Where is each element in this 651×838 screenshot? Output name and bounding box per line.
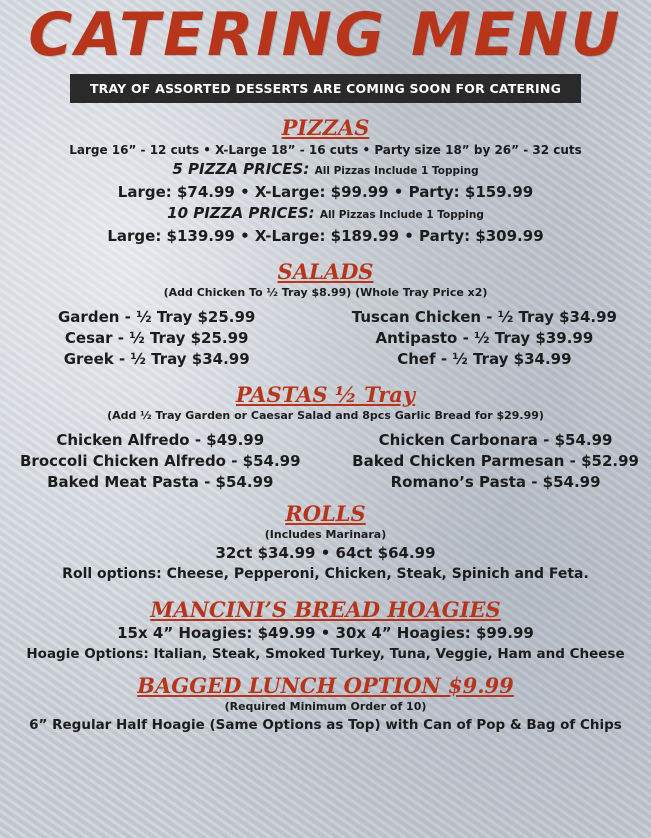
hoagies-section xyxy=(0,597,651,665)
salads-left-column xyxy=(58,307,255,370)
menu-item: Cesar - ½ Tray $25.99 xyxy=(64,329,249,347)
pastas-note: (Add ½ Tray Garden or Caesar Salad and 8pcs Garlic Bread for $29.99) xyxy=(107,409,544,422)
menu-item: Chicken Alfredo - $49.99 xyxy=(56,431,265,449)
pastas-left-column xyxy=(20,430,301,493)
menu-item: Chef - ½ Tray $34.99 xyxy=(397,350,572,368)
ten-pizza-label: 10 PIZZA PRICES: xyxy=(167,204,315,222)
five-pizza-label: 5 PIZZA PRICES: xyxy=(172,160,310,178)
rolls-heading: ROLLS xyxy=(285,501,366,526)
menu-item: Chicken Carbonara - $54.99 xyxy=(378,431,613,449)
menu-item: Baked Meat Pasta - $54.99 xyxy=(47,473,274,491)
lunch-description: 6” Regular Half Hoagie (Same Options as Top) with Can of Pop & Bag of Chips xyxy=(29,717,622,733)
menu-item: Baked Chicken Parmesan - $52.99 xyxy=(352,452,639,470)
menu-item: Garden - ½ Tray $25.99 xyxy=(58,308,256,326)
pastas-right-column xyxy=(352,430,639,493)
pizzas-heading: PIZZAS xyxy=(281,115,370,140)
menu-item: Greek - ½ Tray $34.99 xyxy=(63,350,250,368)
five-pizza-line xyxy=(0,159,651,182)
pastas-columns xyxy=(0,424,651,493)
desserts-banner: TRAY OF ASSORTED DESSERTS ARE COMING SOON FOR CATERING xyxy=(70,74,581,103)
five-pizza-prices: Large: $74.99 • X-Large: $99.99 • Party: $159.99 xyxy=(117,183,534,201)
pastas-heading: PASTAS ½ Tray xyxy=(235,382,416,407)
salads-heading: SALADS xyxy=(277,259,374,284)
ten-pizza-note: All Pizzas Include 1 Topping xyxy=(319,209,484,221)
five-pizza-note: All Pizzas Include 1 Topping xyxy=(314,165,479,177)
hoagies-prices: 15x 4” Hoagies: $49.99 • 30x 4” Hoagies: $99.99 xyxy=(117,624,534,642)
lunch-note: (Required Minimum Order of 10) xyxy=(224,700,427,713)
lunch-section xyxy=(0,673,651,736)
menu-item: Romano’s Pasta - $54.99 xyxy=(390,473,601,491)
pastas-section xyxy=(0,382,651,493)
salads-section xyxy=(0,259,651,370)
menu-item: Broccoli Chicken Alfredo - $54.99 xyxy=(20,452,301,470)
hoagies-heading: MANCINI’S BREAD HOAGIES xyxy=(150,597,501,622)
salads-columns xyxy=(0,301,651,370)
ten-pizza-line xyxy=(0,203,651,226)
menu-item: Antipasto - ½ Tray $39.99 xyxy=(375,329,594,347)
page-title: CATERING MENU xyxy=(28,0,623,70)
ten-pizza-prices: Large: $139.99 • X-Large: $189.99 • Party: $309.99 xyxy=(107,227,544,245)
pizza-sizes: Large 16” - 12 cuts • X-Large 18” - 16 cuts • Party size 18” by 26” - 32 cuts xyxy=(69,143,582,157)
salads-note: (Add Chicken To ½ Tray $8.99) (Whole Tray Price x2) xyxy=(163,286,488,299)
lunch-heading: BAGGED LUNCH OPTION $9.99 xyxy=(137,673,514,698)
rolls-prices: 32ct $34.99 • 64ct $64.99 xyxy=(215,544,436,562)
pizzas-section xyxy=(0,115,651,247)
rolls-options: Roll options: Cheese, Pepperoni, Chicken, Steak, Spinich and Feta. xyxy=(62,566,589,582)
salads-right-column xyxy=(352,307,617,370)
rolls-note: (Includes Marinara) xyxy=(264,528,387,541)
rolls-section xyxy=(0,501,651,585)
hoagies-options: Hoagie Options: Italian, Steak, Smoked Turkey, Tuna, Veggie, Ham and Cheese xyxy=(26,646,625,662)
menu-item: Tuscan Chicken - ½ Tray $34.99 xyxy=(351,308,617,326)
